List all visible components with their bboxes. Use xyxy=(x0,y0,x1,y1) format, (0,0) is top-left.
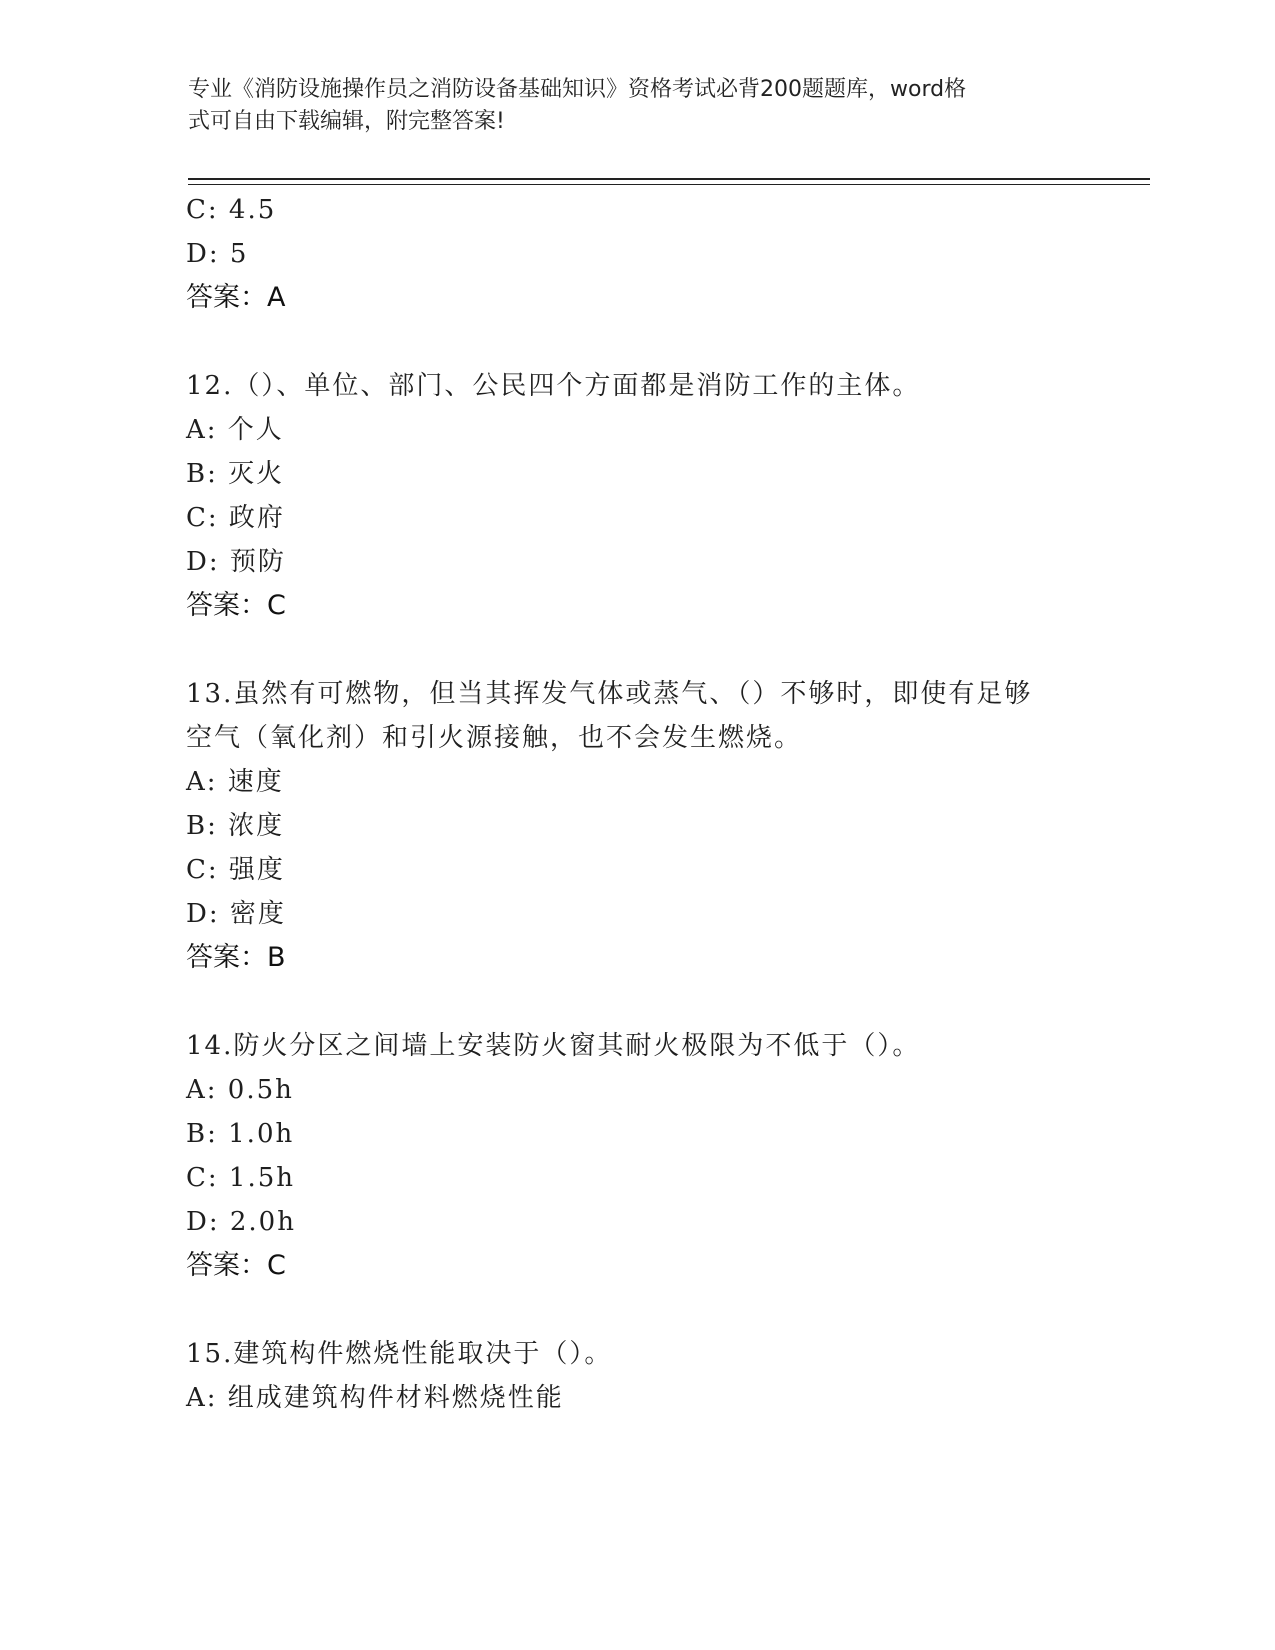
q12-stem: 12.（）、单位、部门、公民四个方面都是消防工作的主体。 xyxy=(186,371,921,401)
q11-option-c: C: 4.5 xyxy=(186,195,277,225)
q14-option-d: D: 2.0h xyxy=(186,1207,296,1237)
q15-option-a: A: 组成建筑构件材料燃烧性能 xyxy=(186,1383,564,1413)
q11-option-d: D: 5 xyxy=(186,239,249,269)
q13-option-a: A: 速度 xyxy=(186,767,284,797)
q12-answer: 答案：C xyxy=(186,590,286,621)
header-rule-thin xyxy=(188,184,1150,185)
q14-option-b: B: 1.0h xyxy=(186,1119,295,1149)
q13-option-b: B: 浓度 xyxy=(186,811,285,841)
q13-stem-line-1: 13.虽然有可燃物，但当其挥发气体或蒸气、（）不够时，即使有足够 xyxy=(186,679,1033,709)
q14-stem: 14.防火分区之间墙上安装防火窗其耐火极限为不低于（）。 xyxy=(186,1031,921,1061)
q13-option-d: D: 密度 xyxy=(186,899,286,929)
q11-answer: 答案：A xyxy=(186,282,286,313)
q12-option-c: C: 政府 xyxy=(186,503,285,533)
q13-stem-line-2: 空气（氧化剂）和引火源接触，也不会发生燃烧。 xyxy=(186,723,803,753)
q14-option-a: A: 0.5h xyxy=(186,1075,294,1105)
q12-option-b: B: 灭火 xyxy=(186,459,285,489)
header-rule-thick xyxy=(188,178,1150,180)
q13-answer: 答案：B xyxy=(186,942,286,973)
header-line-1: 专业《消防设施操作员之消防设备基础知识》资格考试必背200题题库，word格 xyxy=(188,77,967,102)
q12-option-a: A: 个人 xyxy=(186,415,284,445)
q15-stem: 15.建筑构件燃烧性能取决于（）。 xyxy=(186,1339,613,1369)
document-header xyxy=(188,74,1068,138)
header-line-2: 式可自由下载编辑，附完整答案! xyxy=(188,109,505,134)
q14-answer: 答案：C xyxy=(186,1250,286,1281)
q14-option-c: C: 1.5h xyxy=(186,1163,296,1193)
q13-option-c: C: 强度 xyxy=(186,855,285,885)
q12-option-d: D: 预防 xyxy=(186,547,286,577)
